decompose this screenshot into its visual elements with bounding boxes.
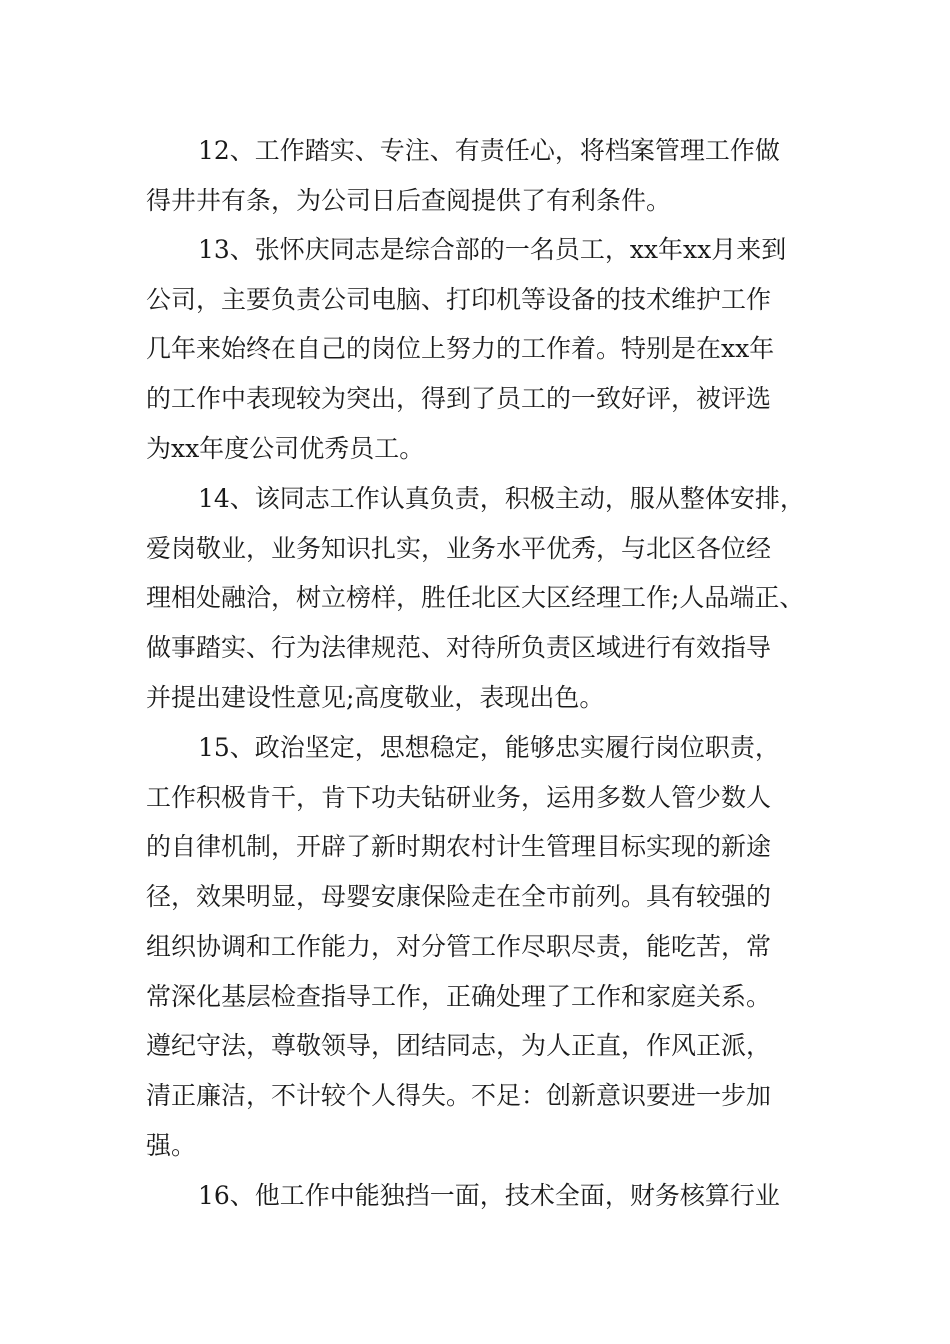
paragraph-13: [146, 225, 810, 474]
paragraph-line: 几年来始终在自己的岗位上努力的工作着。特别是在xx年: [146, 334, 775, 364]
paragraph-line: 理相处融洽，树立榜样，胜任北区大区经理工作;人品端正、: [146, 583, 805, 613]
paragraph-line: 公司，主要负责公司电脑、打印机等设备的技术维护工作: [146, 284, 772, 314]
paragraph-line: 为xx年度公司优秀员工。: [146, 433, 425, 463]
paragraph-line: 15、政治坚定，思想稳定，能够忠实履行岗位职责，: [198, 733, 780, 762]
paragraph-line: 遵纪守法，尊敬领导，团结同志，为人正直，作风正派，: [146, 1031, 772, 1061]
paragraph-line: 工作积极肯干，肯下功夫钻研业务，运用多数人管少数人: [146, 782, 772, 812]
paragraph-line: 并提出建设性意见;高度敬业，表现出色。: [146, 682, 605, 712]
paragraph-line: 12、工作踏实、专注、有责任心，将档案管理工作做: [198, 136, 780, 165]
paragraph-14: [146, 474, 810, 723]
paragraph-line: 14、该同志工作认真负责，积极主动，服从整体安排，: [198, 484, 805, 513]
paragraph-line: 13、张怀庆同志是综合部的一名员工，xx年xx月来到: [198, 235, 787, 264]
paragraph-line: 16、他工作中能独挡一面，技术全面，财务核算行业: [198, 1181, 780, 1210]
paragraph-line: 常深化基层检查指导工作，正确处理了工作和家庭关系。: [146, 981, 772, 1011]
paragraph-line: 做事踏实、行为法律规范、对待所负责区域进行有效指导: [146, 633, 772, 663]
paragraph-15: [146, 723, 810, 1170]
paragraph-line: 的自律机制，开辟了新时期农村计生管理目标实现的新途: [146, 832, 772, 862]
paragraph-line: 清正廉洁，不计较个人得失。不足：创新意识要进一步加: [146, 1080, 772, 1110]
paragraph-12: [146, 126, 810, 225]
paragraph-line: 的工作中表现较为突出，得到了员工的一致好评，被评选: [146, 384, 772, 414]
paragraph-line: 径，效果明显，母婴安康保险走在全市前列。具有较强的: [146, 882, 772, 912]
paragraph-line: 组织协调和工作能力，对分管工作尽职尽责，能吃苦，常: [146, 931, 772, 961]
paragraph-line: 爱岗敬业，业务知识扎实，业务水平优秀，与北区各位经: [146, 533, 772, 563]
paragraph-line: 得井井有条，为公司日后查阅提供了有利条件。: [146, 185, 672, 215]
paragraph-16: [146, 1171, 810, 1221]
paragraph-line: 强。: [146, 1130, 197, 1160]
